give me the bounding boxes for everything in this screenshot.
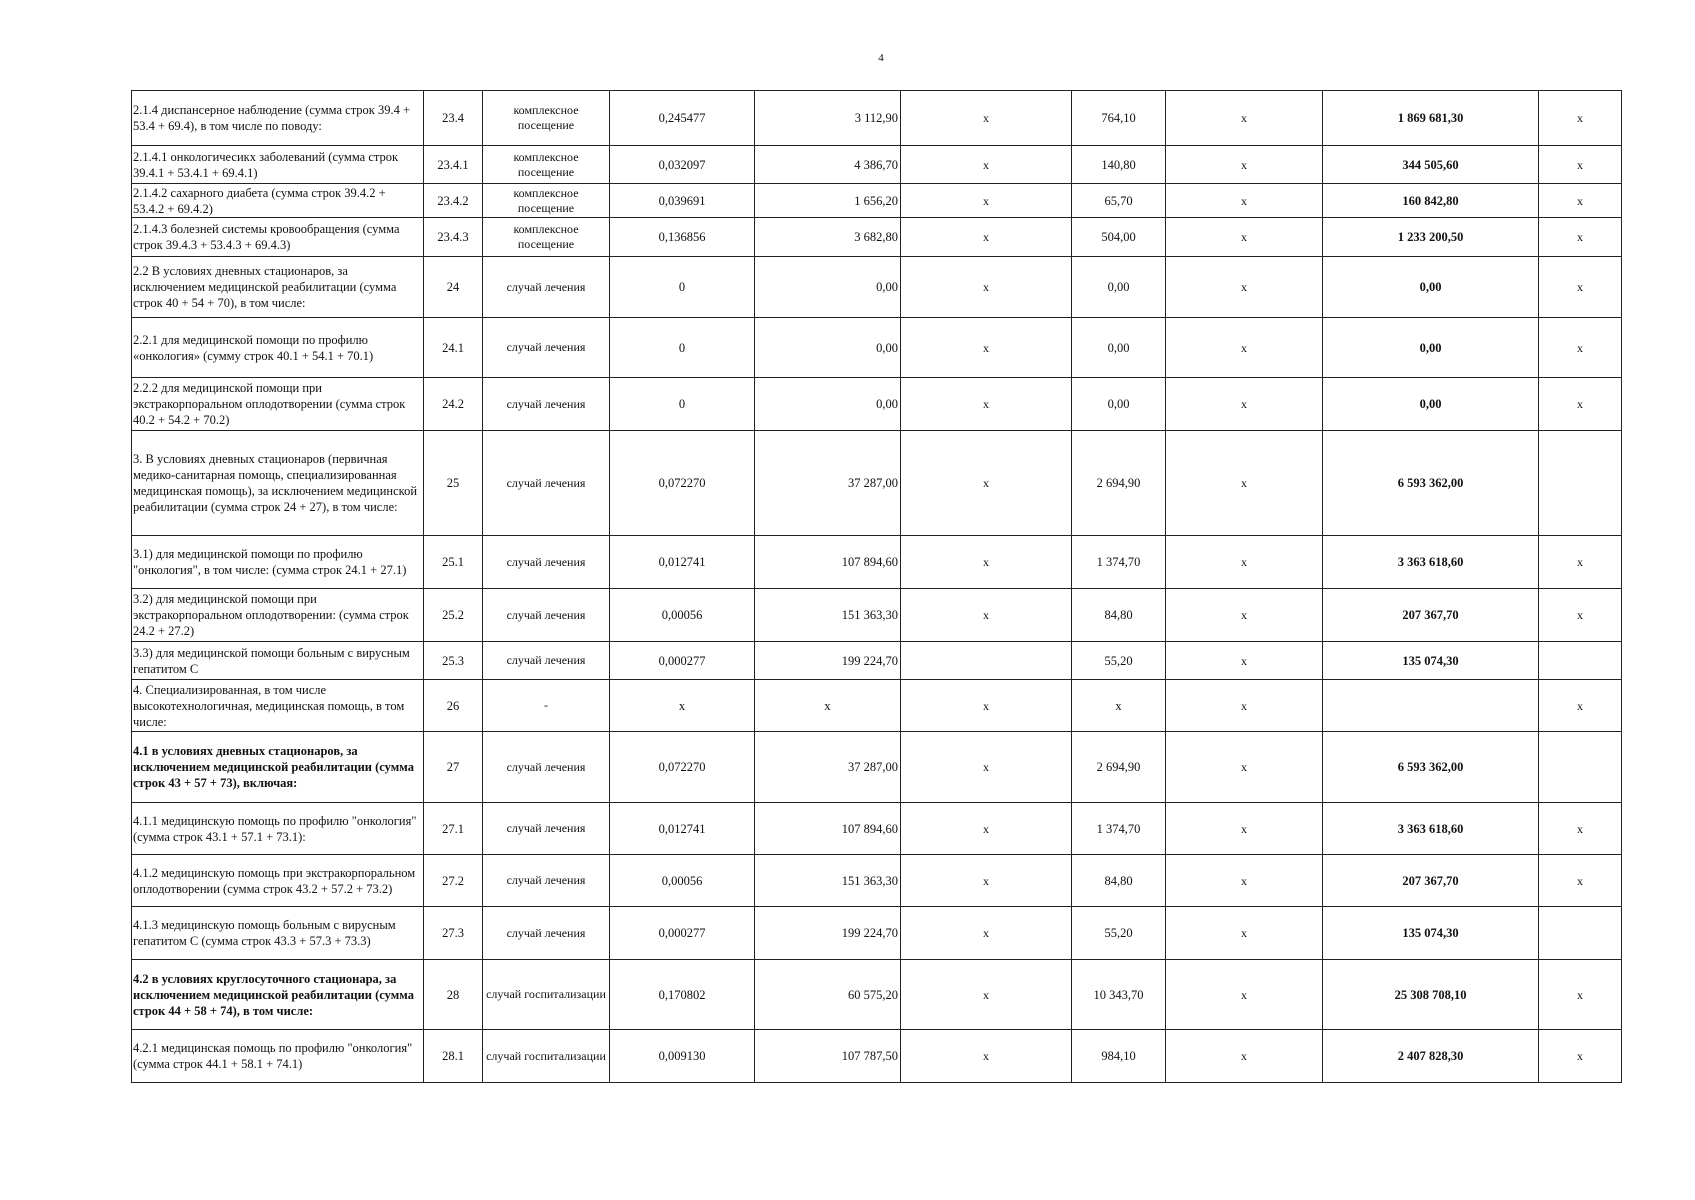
table-row [132, 803, 1622, 855]
table-row [132, 91, 1622, 146]
table-row [132, 732, 1622, 803]
cell-total: 207 367,70 [1323, 589, 1539, 642]
cell-col10: х [1539, 1030, 1622, 1083]
cell-unit: случай госпитализации [483, 960, 610, 1030]
cell-unit: случай лечения [483, 642, 610, 680]
cell-col7: 764,10 [1072, 91, 1166, 146]
cell-col10: х [1539, 218, 1622, 257]
cell-cost: 151 363,30 [755, 589, 901, 642]
cell-col8: х [1166, 855, 1323, 907]
cell-cost: 3 682,80 [755, 218, 901, 257]
cell-col7: 84,80 [1072, 589, 1166, 642]
cell-unit: случай лечения [483, 589, 610, 642]
cell-line-code: 24 [424, 257, 483, 318]
cell-line-code: 23.4.1 [424, 146, 483, 184]
cell-col6: х [901, 732, 1072, 803]
cell-col10: х [1539, 960, 1622, 1030]
cell-line-code: 28 [424, 960, 483, 1030]
cell-col6: х [901, 589, 1072, 642]
cell-name: 4.1.2 медицинскую помощь при экстракорпоральном оплодотворении (сумма строк 43.2 + 57.2 + 73.2) [132, 855, 424, 907]
cell-name: 3.1) для медицинской помощи по профилю "онкология", в том числе: (сумма строк 24.1 + 27.1) [132, 536, 424, 589]
cell-cost: 4 386,70 [755, 146, 901, 184]
cell-col6: х [901, 91, 1072, 146]
cell-line-code: 25.1 [424, 536, 483, 589]
cell-cost: 199 224,70 [755, 907, 901, 960]
cell-total: 3 363 618,60 [1323, 536, 1539, 589]
cell-total: 135 074,30 [1323, 907, 1539, 960]
cell-name: 3.2) для медицинской помощи при экстракорпоральном оплодотворении: (сумма строк 24.2 + 27.2) [132, 589, 424, 642]
cell-volume: 0,009130 [610, 1030, 755, 1083]
cell-col10: х [1539, 184, 1622, 218]
cell-unit: случай лечения [483, 257, 610, 318]
cell-col6: х [901, 536, 1072, 589]
cell-total: 1 869 681,30 [1323, 91, 1539, 146]
table-body [132, 91, 1622, 1083]
cell-col6: х [901, 855, 1072, 907]
cell-unit: случай лечения [483, 803, 610, 855]
table-row [132, 218, 1622, 257]
cell-col8: х [1166, 431, 1323, 536]
cell-line-code: 25 [424, 431, 483, 536]
cell-line-code: 23.4 [424, 91, 483, 146]
cell-line-code: 25.3 [424, 642, 483, 680]
cell-volume: 0,072270 [610, 732, 755, 803]
cell-volume: 0,000277 [610, 642, 755, 680]
table-row [132, 680, 1622, 732]
cell-unit: случай лечения [483, 855, 610, 907]
cell-volume: 0,072270 [610, 431, 755, 536]
cell-unit: случай лечения [483, 431, 610, 536]
cell-col7: 84,80 [1072, 855, 1166, 907]
cell-col6: х [901, 378, 1072, 431]
cell-col7: 55,20 [1072, 907, 1166, 960]
cell-col10: х [1539, 803, 1622, 855]
cell-volume: х [610, 680, 755, 732]
cell-col10: х [1539, 680, 1622, 732]
cell-name: 4.2 в условиях круглосуточного стационара, за исключением медицинской реабилитации (сумма строк 44 + 58 + 74), в том числе: [132, 960, 424, 1030]
cell-col8: х [1166, 218, 1323, 257]
cell-total: 1 233 200,50 [1323, 218, 1539, 257]
cell-volume: 0,039691 [610, 184, 755, 218]
cell-line-code: 24.1 [424, 318, 483, 378]
cell-unit: - [483, 680, 610, 732]
cell-line-code: 27 [424, 732, 483, 803]
cell-total: 6 593 362,00 [1323, 431, 1539, 536]
cell-total: 160 842,80 [1323, 184, 1539, 218]
cell-total: 135 074,30 [1323, 642, 1539, 680]
cell-name: 2.2.2 для медицинской помощи при экстракорпоральном оплодотворении (сумма строк 40.2 + 54.2 + 70.2) [132, 378, 424, 431]
cell-name: 4.1.1 медицинскую помощь по профилю "онкология" (сумма строк 43.1 + 57.1 + 73.1): [132, 803, 424, 855]
cell-col8: х [1166, 907, 1323, 960]
cell-cost: 3 112,90 [755, 91, 901, 146]
cell-total: 344 505,60 [1323, 146, 1539, 184]
cell-unit: случай лечения [483, 536, 610, 589]
cell-unit: комплексное посещение [483, 184, 610, 218]
cell-col8: х [1166, 146, 1323, 184]
cell-line-code: 23.4.2 [424, 184, 483, 218]
cell-name: 3. В условиях дневных стационаров (первичная медико-санитарная помощь, специализированная медицинская помощь), за исключением медицинской реабилитации (сумма строк 24 + 27), в том числе: [132, 431, 424, 536]
cell-col10: х [1539, 318, 1622, 378]
cell-volume: 0,032097 [610, 146, 755, 184]
cell-col7: 504,00 [1072, 218, 1166, 257]
table-row [132, 589, 1622, 642]
cell-col6: х [901, 960, 1072, 1030]
cell-cost: х [755, 680, 901, 732]
cell-col8: х [1166, 680, 1323, 732]
cell-unit: случай госпитализации [483, 1030, 610, 1083]
table-row [132, 1030, 1622, 1083]
cell-col10: х [1539, 257, 1622, 318]
cell-col8: х [1166, 589, 1323, 642]
cell-total [1323, 680, 1539, 732]
cell-col7: 2 694,90 [1072, 732, 1166, 803]
cell-col6: х [901, 431, 1072, 536]
cell-col8: х [1166, 642, 1323, 680]
cell-volume: 0 [610, 257, 755, 318]
table-row [132, 855, 1622, 907]
cell-name: 2.1.4.1 онкологичесикх заболеваний (сумма строк 39.4.1 + 53.4.1 + 69.4.1) [132, 146, 424, 184]
cell-name: 2.2.1 для медицинской помощи по профилю «онкология» (сумму строк 40.1 + 54.1 + 70.1) [132, 318, 424, 378]
cell-col7: 2 694,90 [1072, 431, 1166, 536]
cell-name: 4.2.1 медицинская помощь по профилю "онкология" (сумма строк 44.1 + 58.1 + 74.1) [132, 1030, 424, 1083]
cell-col8: х [1166, 184, 1323, 218]
cell-col8: х [1166, 732, 1323, 803]
cell-col10: х [1539, 146, 1622, 184]
cell-col8: х [1166, 378, 1323, 431]
cell-col7: 10 343,70 [1072, 960, 1166, 1030]
cell-total: 0,00 [1323, 257, 1539, 318]
cell-col6: х [901, 184, 1072, 218]
cell-cost: 0,00 [755, 318, 901, 378]
cell-cost: 151 363,30 [755, 855, 901, 907]
cell-volume: 0,000277 [610, 907, 755, 960]
table-row [132, 378, 1622, 431]
cell-col8: х [1166, 318, 1323, 378]
cell-col7: 1 374,70 [1072, 536, 1166, 589]
cell-name: 3.3) для медицинской помощи больным с вирусным гепатитом С [132, 642, 424, 680]
cell-volume: 0 [610, 318, 755, 378]
cell-volume: 0,245477 [610, 91, 755, 146]
cell-col7: 65,70 [1072, 184, 1166, 218]
cell-col8: х [1166, 960, 1323, 1030]
cell-unit: случай лечения [483, 732, 610, 803]
cell-name: 2.1.4.2 сахарного диабета (сумма строк 39.4.2 + 53.4.2 + 69.4.2) [132, 184, 424, 218]
cell-name: 4. Специализированная, в том числе высокотехнологичная, медицинская помощь, в том числе: [132, 680, 424, 732]
page-number: 4 [878, 52, 884, 64]
cell-cost: 0,00 [755, 257, 901, 318]
cell-volume: 0,012741 [610, 536, 755, 589]
cell-line-code: 25.2 [424, 589, 483, 642]
cell-col10: х [1539, 589, 1622, 642]
cell-total: 0,00 [1323, 378, 1539, 431]
cell-col6: х [901, 1030, 1072, 1083]
cell-volume: 0,00056 [610, 589, 755, 642]
cell-col8: х [1166, 257, 1323, 318]
cell-unit: случай лечения [483, 378, 610, 431]
cell-total: 2 407 828,30 [1323, 1030, 1539, 1083]
cell-total: 3 363 618,60 [1323, 803, 1539, 855]
cell-col10 [1539, 431, 1622, 536]
cell-col8: х [1166, 91, 1323, 146]
cell-cost: 37 287,00 [755, 431, 901, 536]
table-row [132, 146, 1622, 184]
table-row [132, 257, 1622, 318]
cell-col10: х [1539, 855, 1622, 907]
table-row [132, 184, 1622, 218]
cell-line-code: 26 [424, 680, 483, 732]
cell-col10: х [1539, 536, 1622, 589]
cell-col7: 0,00 [1072, 257, 1166, 318]
cell-total: 25 308 708,10 [1323, 960, 1539, 1030]
cell-col7: 1 374,70 [1072, 803, 1166, 855]
table-row [132, 960, 1622, 1030]
cell-line-code: 24.2 [424, 378, 483, 431]
cell-cost: 107 894,60 [755, 803, 901, 855]
cell-name: 4.1.3 медицинскую помощь больным с вирусным гепатитом С (сумма строк 43.3 + 57.3 + 73.3) [132, 907, 424, 960]
table-row [132, 642, 1622, 680]
cell-col7: 140,80 [1072, 146, 1166, 184]
cell-unit: случай лечения [483, 318, 610, 378]
funding-table [131, 90, 1622, 1083]
cell-total: 207 367,70 [1323, 855, 1539, 907]
cell-col6: х [901, 146, 1072, 184]
cell-line-code: 27.2 [424, 855, 483, 907]
cell-col6: х [901, 803, 1072, 855]
cell-col8: х [1166, 1030, 1323, 1083]
cell-col6: х [901, 257, 1072, 318]
cell-volume: 0,012741 [610, 803, 755, 855]
cell-col7: 0,00 [1072, 318, 1166, 378]
cell-line-code: 27.3 [424, 907, 483, 960]
cell-col10: х [1539, 91, 1622, 146]
cell-cost: 107 894,60 [755, 536, 901, 589]
cell-col6: х [901, 907, 1072, 960]
cell-volume: 0,00056 [610, 855, 755, 907]
cell-cost: 199 224,70 [755, 642, 901, 680]
cell-total: 6 593 362,00 [1323, 732, 1539, 803]
cell-cost: 1 656,20 [755, 184, 901, 218]
cell-name: 2.2 В условиях дневных стационаров, за исключением медицинской реабилитации (сумма строк 40 + 54 + 70), в том числе: [132, 257, 424, 318]
cell-col7: 55,20 [1072, 642, 1166, 680]
cell-cost: 37 287,00 [755, 732, 901, 803]
cell-volume: 0,136856 [610, 218, 755, 257]
cell-col7: 984,10 [1072, 1030, 1166, 1083]
cell-cost: 60 575,20 [755, 960, 901, 1030]
cell-unit: комплексное посещение [483, 218, 610, 257]
cell-line-code: 27.1 [424, 803, 483, 855]
cell-total: 0,00 [1323, 318, 1539, 378]
cell-name: 2.1.4 диспансерное наблюдение (сумма строк 39.4 + 53.4 + 69.4), в том числе по поводу: [132, 91, 424, 146]
cell-col10 [1539, 732, 1622, 803]
cell-col10 [1539, 642, 1622, 680]
table-row [132, 318, 1622, 378]
table-row [132, 431, 1622, 536]
cell-col8: х [1166, 803, 1323, 855]
cell-col7: 0,00 [1072, 378, 1166, 431]
cell-name: 2.1.4.3 болезней системы кровообращения (сумма строк 39.4.3 + 53.4.3 + 69.4.3) [132, 218, 424, 257]
table-row [132, 907, 1622, 960]
cell-col10 [1539, 907, 1622, 960]
cell-line-code: 28.1 [424, 1030, 483, 1083]
cell-unit: случай лечения [483, 907, 610, 960]
cell-col10: х [1539, 378, 1622, 431]
cell-volume: 0,170802 [610, 960, 755, 1030]
cell-cost: 0,00 [755, 378, 901, 431]
cell-volume: 0 [610, 378, 755, 431]
cell-line-code: 23.4.3 [424, 218, 483, 257]
cell-col8: х [1166, 536, 1323, 589]
cell-cost: 107 787,50 [755, 1030, 901, 1083]
cell-name: 4.1 в условиях дневных стационаров, за исключением медицинской реабилитации (сумма строк 43 + 57 + 73), включая: [132, 732, 424, 803]
table-row [132, 536, 1622, 589]
cell-col6: х [901, 218, 1072, 257]
cell-col6: х [901, 680, 1072, 732]
cell-col7: х [1072, 680, 1166, 732]
cell-unit: комплексное посещение [483, 91, 610, 146]
cell-unit: комплексное посещение [483, 146, 610, 184]
cell-col6: х [901, 318, 1072, 378]
cell-col6 [901, 642, 1072, 680]
